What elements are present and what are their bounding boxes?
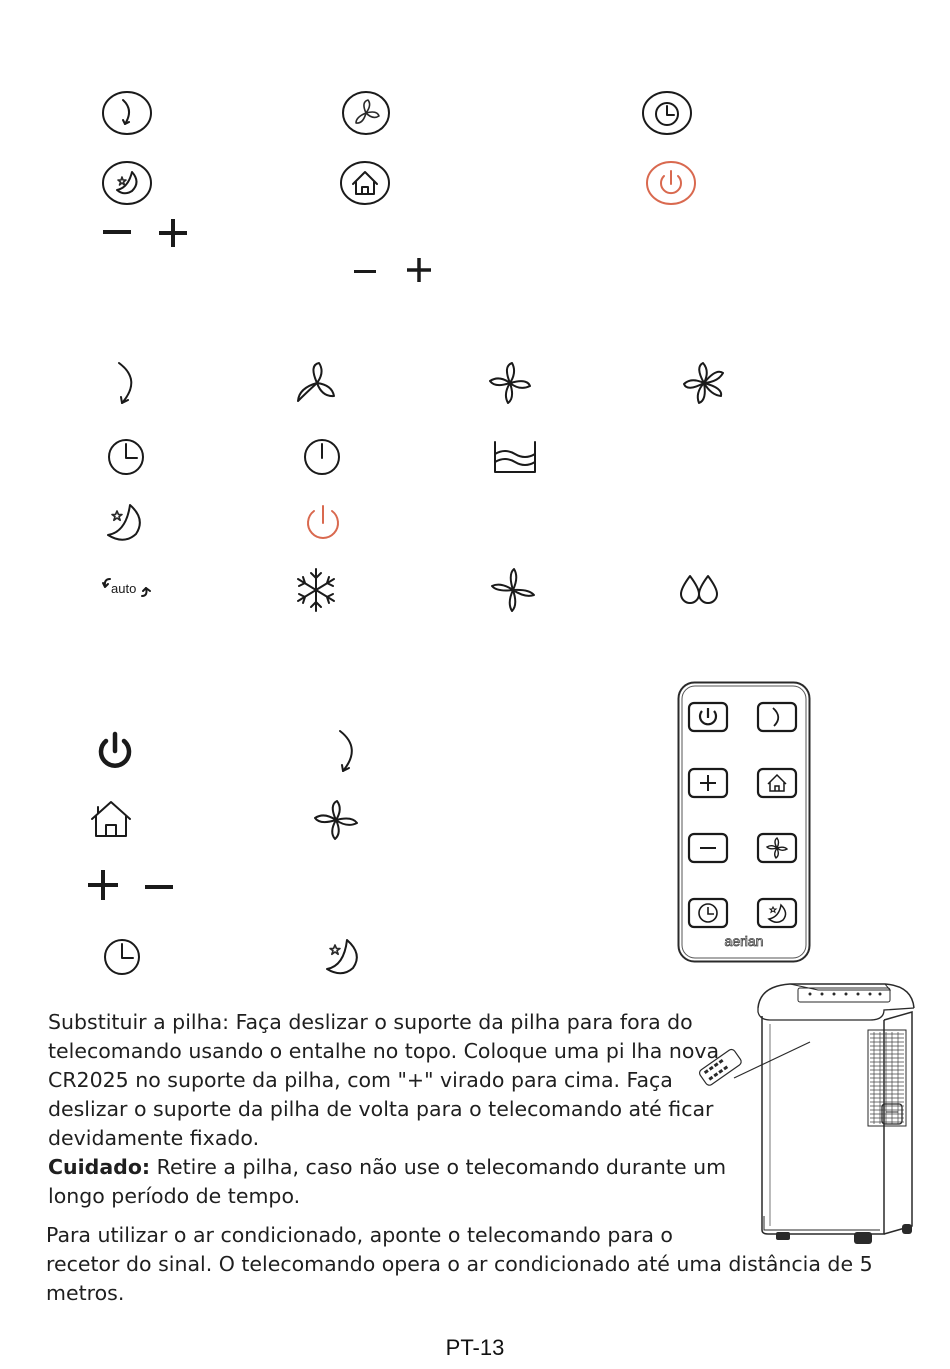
battery-line-3: CR2025 no suporte da pilha, com "+" virado para cima. Faça: [48, 1068, 673, 1092]
remote-brand-label: aerian: [724, 933, 764, 949]
battery-instructions: [48, 1008, 728, 1211]
remote-sleep-icon: [323, 937, 363, 977]
battery-line-2: telecomando usando o entalhe no topo. Coloque uma pi lha nova: [48, 1039, 720, 1063]
panel-timer-button: [641, 90, 693, 136]
usage-line-2: recetor do sinal. O telecomando opera o ar condicionado até uma distância de 5: [46, 1252, 873, 1276]
panel-time-plus: [406, 257, 432, 283]
fan-low-icon: [294, 360, 340, 406]
swing-indicator-icon: [112, 360, 142, 406]
battery-line-1: Substituir a pilha: Faça deslizar o suporte da pilha para fora do: [48, 1010, 693, 1034]
sleep-indicator-icon: [104, 502, 148, 544]
remote-minus-icon: [145, 885, 173, 889]
panel-power-button: [645, 160, 697, 206]
fan-high-icon: [681, 360, 727, 406]
fan-mode-icon: [490, 567, 536, 613]
page-number: PT-13: [445, 1335, 505, 1360]
remote-control-illustration: [677, 681, 811, 963]
usage-line-3: metros.: [46, 1281, 125, 1305]
panel-temp-minus: [103, 230, 131, 234]
caution-line-2: longo período de tempo.: [48, 1184, 301, 1208]
water-full-icon: [493, 440, 537, 474]
panel-swing-button: [101, 90, 153, 136]
timer-on-icon: [106, 437, 146, 477]
remote-home-icon: [89, 799, 133, 839]
panel-sleep-button: [101, 160, 153, 206]
auto-mode-icon: [101, 576, 153, 600]
battery-line-5: devidamente fixado.: [48, 1126, 260, 1150]
home-mode-icon: [353, 172, 377, 194]
remote-fan-icon: [313, 799, 359, 841]
panel-temp-plus: [158, 218, 188, 248]
usage-instructions: [46, 1221, 873, 1308]
remote-power-icon: [95, 731, 135, 771]
caution-line: [48, 1153, 728, 1182]
auto-label: auto: [111, 581, 137, 596]
panel-fan-speed-button: [341, 90, 391, 136]
fan-speed-icon: [356, 100, 379, 123]
timer-off-icon: [302, 437, 342, 477]
panel-home-mode-button: [339, 160, 391, 206]
caution-label: Cuidado:: [48, 1155, 151, 1179]
power-indicator-icon: [304, 503, 342, 543]
remote-plus-icon: [87, 869, 119, 901]
usage-line-1: Para utilizar o ar condicionado, aponte o telecomando para o: [46, 1223, 673, 1247]
remote-timer-icon: [102, 937, 142, 977]
fan-medium-icon: [487, 360, 533, 406]
timer-icon: [667, 106, 674, 115]
battery-line-4: deslizar o suporte da pilha de volta para o telecomando até ficar: [48, 1097, 714, 1121]
cool-mode-icon: [293, 567, 339, 613]
panel-time-minus: [354, 270, 376, 273]
remote-swing-icon: [334, 728, 362, 774]
caution-text: Retire a pilha, caso não use o telecomando durante um: [150, 1155, 727, 1179]
dry-mode-icon: [678, 572, 720, 606]
